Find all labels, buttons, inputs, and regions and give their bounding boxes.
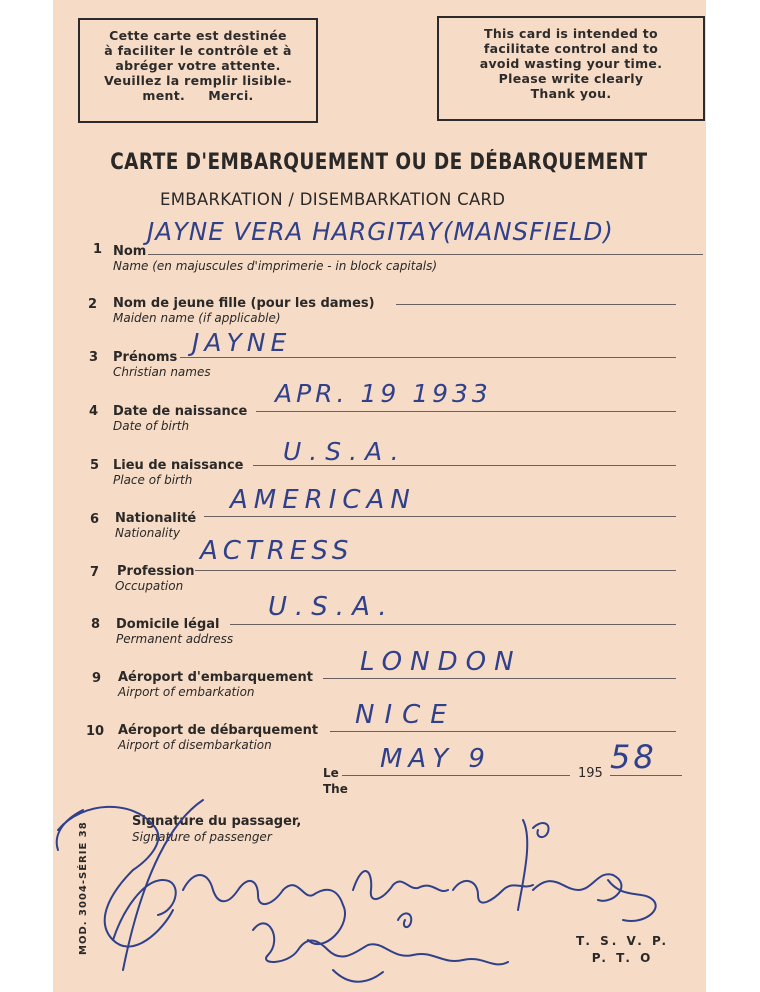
field-line bbox=[330, 731, 676, 732]
field-value-birth-place: U.S.A. bbox=[283, 437, 407, 466]
field-value-embarkation: LONDON bbox=[360, 647, 522, 677]
notice-fr-line: à faciliter le contrôle et à bbox=[104, 43, 292, 58]
notice-en-line: Please write clearly bbox=[498, 71, 644, 86]
field-value-birth-date: APR. 19 1933 bbox=[275, 379, 492, 408]
field-sub-first-names: Christian names bbox=[113, 365, 211, 379]
field-value-first-names: JAYNE bbox=[192, 328, 292, 357]
field-line bbox=[204, 516, 676, 517]
field-label-disembarkation: Aéroport de débarquement bbox=[118, 723, 319, 738]
title-french: CARTE D'EMBARQUEMENT OU DE DÉBARQUEMENT bbox=[110, 150, 648, 175]
field-value-nationality: AMERICAN bbox=[230, 485, 416, 515]
field-label-nationality: Nationalité bbox=[115, 511, 197, 526]
field-number: 10 bbox=[86, 724, 105, 739]
notice-fr-box bbox=[78, 18, 318, 123]
notice-en-line: Thank you. bbox=[530, 86, 612, 101]
pto-line-fr: T. S. V. P. bbox=[576, 934, 670, 948]
field-line bbox=[323, 678, 676, 679]
field-sub-disembarkation: Airport of disembarkation bbox=[118, 738, 272, 752]
notice-en-box bbox=[437, 16, 705, 121]
title-english: EMBARKATION / DISEMBARKATION CARD bbox=[160, 190, 506, 209]
field-label-birth-place: Lieu de naissance bbox=[113, 458, 244, 473]
field-number: 7 bbox=[90, 565, 100, 580]
please-turn-over bbox=[576, 933, 669, 967]
field-label-birth-date: Date de naissance bbox=[113, 404, 248, 419]
scan-margin bbox=[0, 0, 53, 992]
field-number: 4 bbox=[89, 404, 99, 419]
field-value-name: JAYNE VERA HARGITAY(MANSFIELD) bbox=[147, 217, 614, 246]
field-line bbox=[256, 411, 676, 412]
notice-fr-line: Veuillez la remplir lisible- bbox=[104, 73, 292, 88]
field-label-first-names: Prénoms bbox=[113, 350, 178, 365]
field-label-name: Nom bbox=[113, 244, 147, 259]
field-sub-nationality: Nationality bbox=[115, 526, 181, 540]
field-number: 8 bbox=[91, 617, 101, 632]
signature-label-en: Signature of passenger bbox=[132, 830, 272, 844]
field-sub-name: Name (en majuscules d'imprimerie - in block capitals) bbox=[113, 259, 438, 273]
notice-en-line: avoid wasting your time. bbox=[479, 56, 663, 71]
signature-label-fr: Signature du passager, bbox=[132, 814, 302, 829]
field-line bbox=[148, 254, 703, 255]
year-prefix: 195 bbox=[578, 766, 603, 781]
field-number: 1 bbox=[93, 242, 103, 257]
field-sub-birth-place: Place of birth bbox=[113, 473, 193, 487]
notice-fr-line: ment. Merci. bbox=[142, 88, 254, 103]
field-number: 2 bbox=[88, 297, 98, 312]
field-line bbox=[180, 357, 676, 358]
field-number: 6 bbox=[90, 512, 100, 527]
form-model-number: MOD. 3004-SÉRIE 38 bbox=[78, 821, 89, 955]
field-label-maiden: Nom de jeune fille (pour les dames) bbox=[113, 296, 375, 311]
notice-fr-line: abréger votre attente. bbox=[115, 58, 281, 73]
notice-en-line: facilitate control and to bbox=[483, 41, 659, 56]
field-sub-maiden: Maiden name (if applicable) bbox=[113, 311, 281, 325]
field-line bbox=[230, 624, 676, 625]
field-sub-embarkation: Airport of embarkation bbox=[118, 685, 255, 699]
notice-en-line: This card is intended to bbox=[484, 26, 658, 41]
field-number: 9 bbox=[92, 671, 102, 686]
field-value-address: U.S.A. bbox=[268, 592, 395, 622]
field-number: 5 bbox=[90, 458, 100, 473]
date-value: MAY 9 bbox=[380, 744, 491, 774]
field-line bbox=[195, 570, 676, 571]
field-label-address: Domicile légal bbox=[116, 617, 220, 632]
field-sub-birth-date: Date of birth bbox=[113, 419, 190, 433]
year-suffix: 58 bbox=[610, 738, 657, 776]
field-number: 3 bbox=[89, 350, 99, 365]
field-value-disembarkation: NICE bbox=[355, 700, 457, 730]
field-label-embarkation: Aéroport d'embarquement bbox=[118, 670, 313, 685]
date-label-fr: Le bbox=[323, 766, 339, 780]
field-label-profession: Profession bbox=[117, 564, 195, 579]
field-line bbox=[396, 304, 676, 305]
field-value-profession: ACTRESS bbox=[200, 536, 354, 566]
field-sub-address: Permanent address bbox=[116, 632, 234, 646]
date-label-en: The bbox=[323, 782, 348, 796]
pto-line-en: P. T. O bbox=[591, 951, 654, 965]
notice-fr-line: Cette carte est destinée bbox=[109, 28, 287, 43]
field-sub-profession: Occupation bbox=[115, 579, 184, 593]
